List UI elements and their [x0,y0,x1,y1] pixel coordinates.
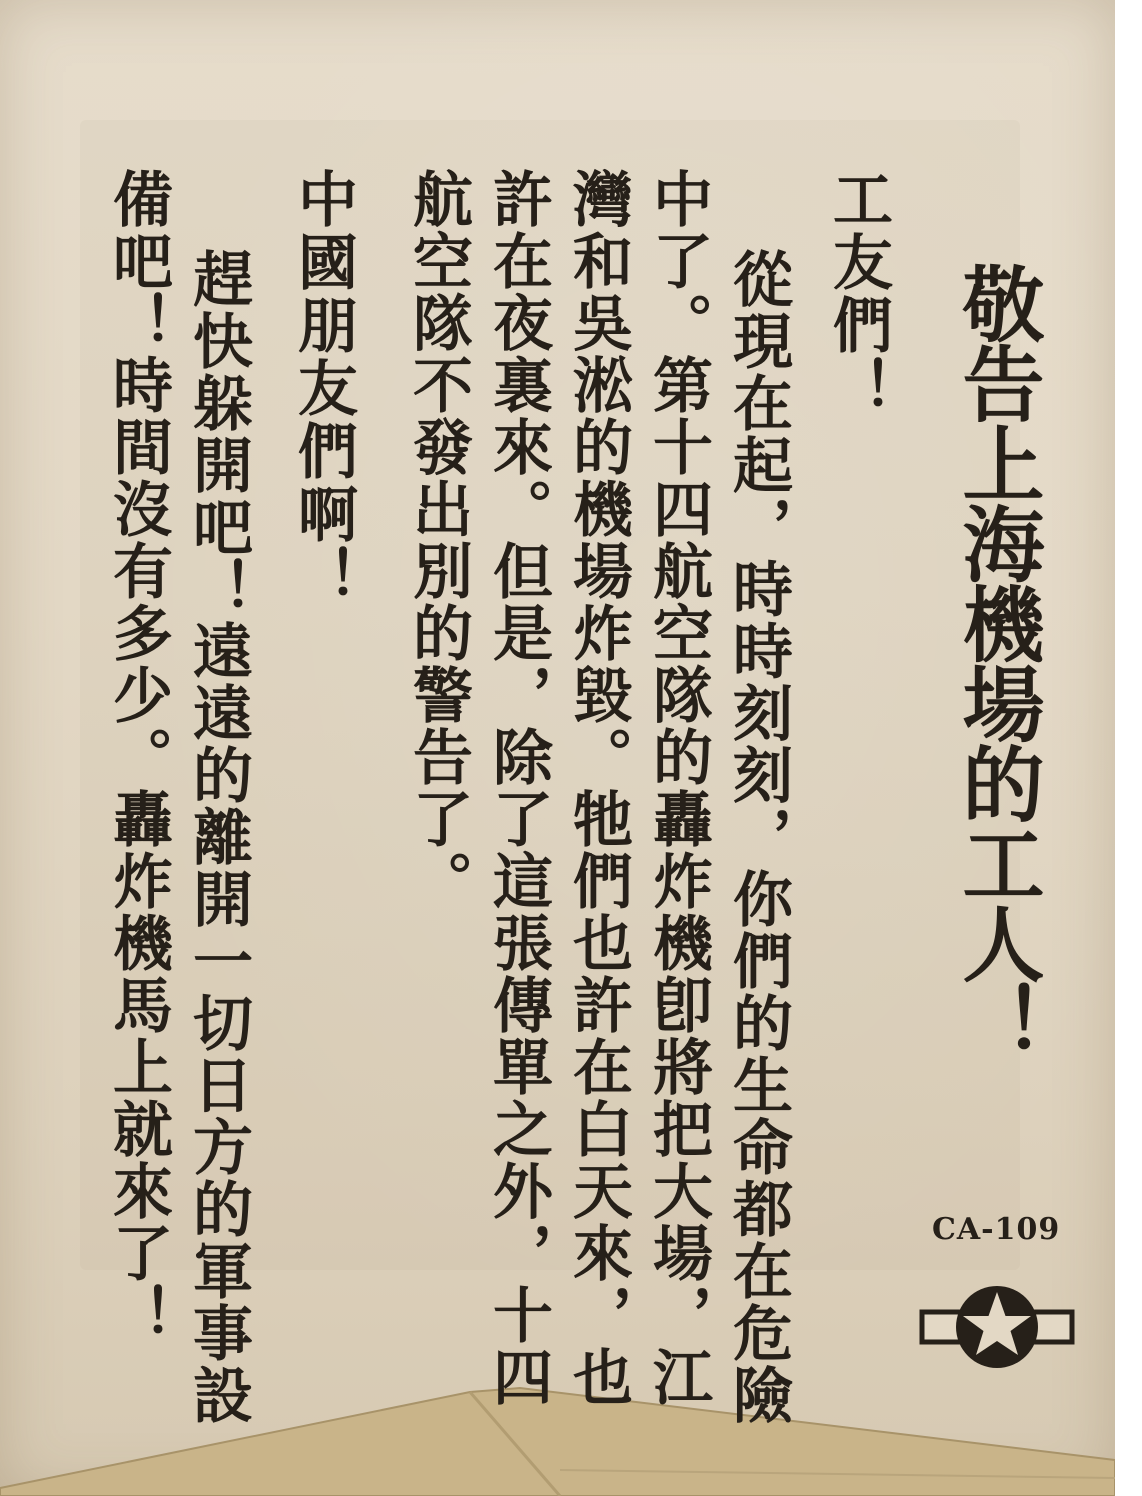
paragraph1-line-4: 許在夜裏來。但是，除了這張傳單之外，十四 [483,168,553,1408]
paragraph1-line-1: 從現在起，時時刻刻，你們的生命都在危險 [723,248,793,1426]
serial-number: CA-109 [932,1212,1061,1247]
paragraph2-line-2: 備吧！時間沒有多少。轟炸機馬上就來了！ [103,168,173,1346]
paragraph1-line-3: 灣和吳淞的機場炸毀。牠們也許在白天來，也 [563,168,633,1408]
salutation-2: 中國朋友們啊！ [288,168,358,609]
paragraph1-line-2: 中了。第十四航空隊的轟炸機卽將把大場，江 [643,168,713,1408]
paragraph2-line-1: 趕快躲開吧！遠遠的離開一切日方的軍事設 [183,248,253,1426]
roundel-star-icon [918,1282,1076,1372]
paragraph1-line-5: 航空隊不發出別的警告了。 [403,168,473,912]
salutation: 工友們！ [823,168,893,420]
leaflet-title: 敬告上海機場的工人！ [949,262,1044,1062]
